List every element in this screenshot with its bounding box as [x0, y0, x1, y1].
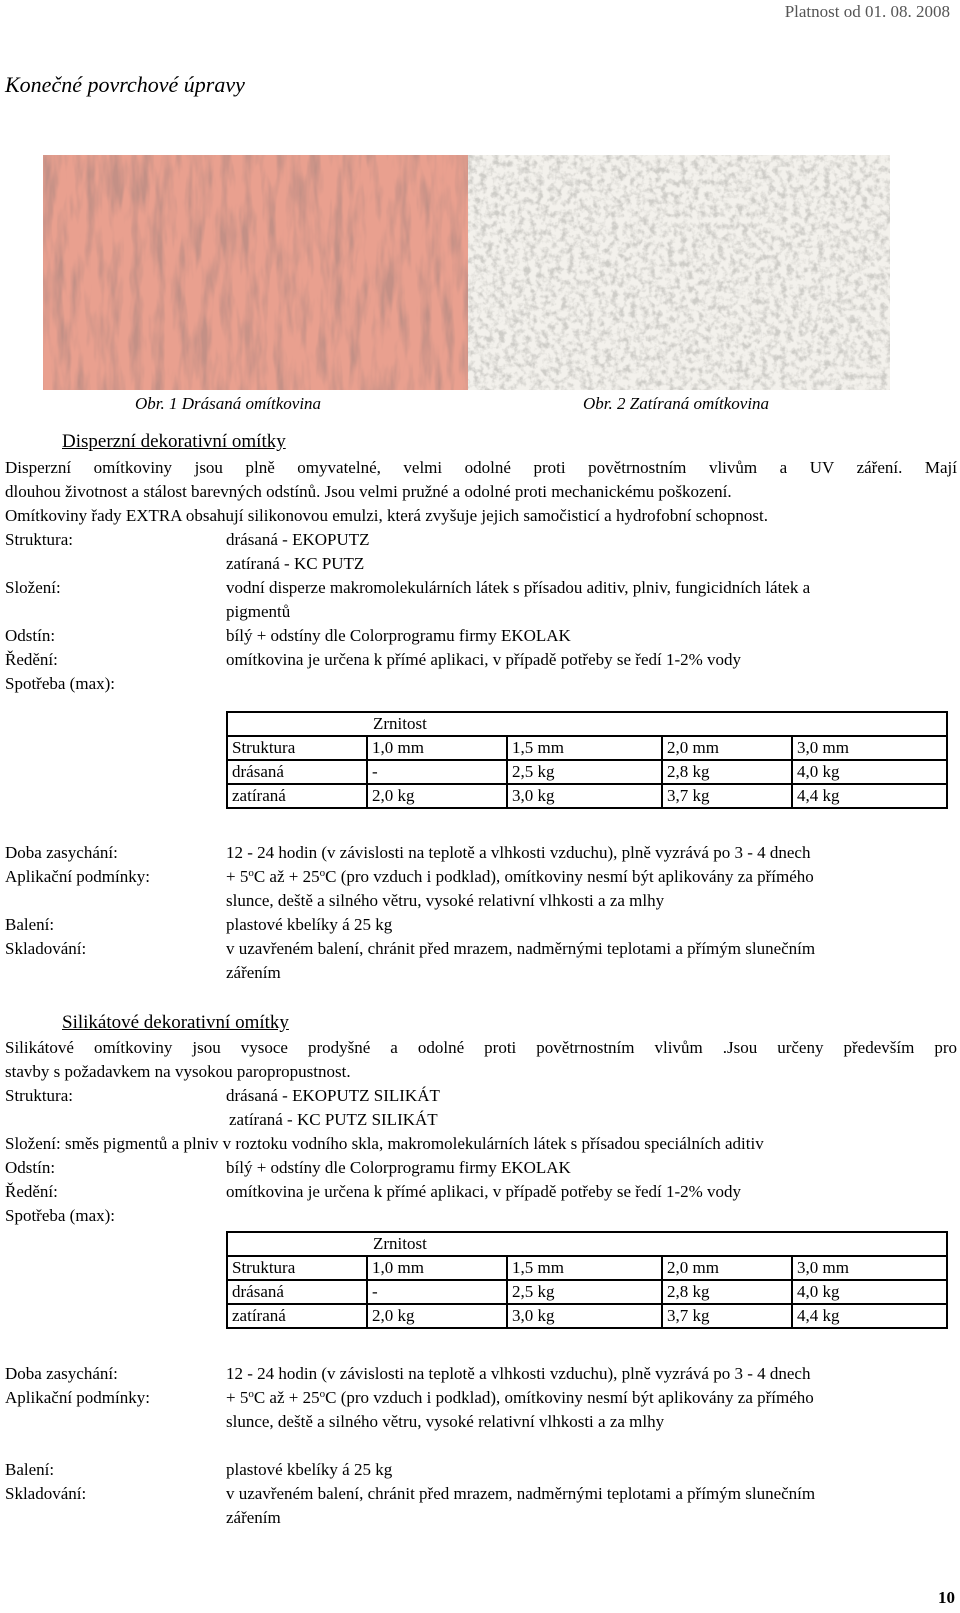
table-cell: 1,0 mm	[367, 1256, 507, 1280]
dispersion-struktura-1: drásaná - EKOPUTZ	[226, 530, 370, 549]
page-title: Konečné povrchové úpravy	[5, 72, 245, 97]
silicate-skladovani-label: Skladování:	[5, 1484, 87, 1503]
table-cell: 3,7 kg	[662, 784, 792, 808]
figure-2-caption: Obr. 2 Zatíraná omítkovina	[583, 394, 770, 413]
silicate-consumption-table	[226, 1231, 948, 1329]
dispersion-skladovani-1: v uzavřeném balení, chránit před mrazem, nadměrnými teplotami a přímým slunečním	[226, 939, 816, 958]
dispersion-redeni: omítkovina je určena k přímé aplikaci, v případě potřeby se ředí 1-2% vody	[226, 650, 742, 669]
aplikacni-part: C (pro vzduch i podklad), omítkoviny nesmí být aplikovány za přímého	[325, 867, 814, 886]
table-cell: 3,0 mm	[792, 1256, 947, 1280]
dispersion-slozeni-1: vodní disperze makromolekulárních látek s přísadou aditiv, plniv, fungicidních látek a	[226, 578, 811, 597]
zatirana-texture-fill	[468, 155, 890, 390]
table-cell: drásaná	[227, 760, 367, 784]
dispersion-intro-line-1: Disperzní omítkoviny jsou plně omyvatelné, velmi odolné proti povětrnostním vlivům a UV záření. Mají	[5, 458, 957, 477]
silicate-struktura-1: drásaná - EKOPUTZ SILIKÁT	[226, 1086, 440, 1105]
validity-date: Platnost od 01. 08. 2008	[784, 2, 950, 21]
dispersion-intro-line-3: Omítkoviny řady EXTRA obsahují silikonovou emulzi, která zvyšuje jejich samočisticí a hydrofobní schopnost.	[5, 506, 768, 525]
silicate-doba: 12 - 24 hodin (v závislosti na teplotě a vlhkosti vzduchu), plně vyzrává po 3 - 4 dnech	[226, 1364, 811, 1383]
dispersion-baleni: plastové kbelíky á 25 kg	[226, 915, 393, 934]
dispersion-aplikacni-1	[226, 865, 814, 889]
table-cell: 1,0 mm	[367, 736, 507, 760]
dispersion-slozeni-label: Složení:	[5, 578, 61, 597]
zrnitost-header: Zrnitost	[227, 712, 947, 736]
table-row	[227, 1280, 947, 1304]
table-cell: 2,8 kg	[662, 760, 792, 784]
degree-mark: o	[319, 1388, 326, 1400]
silicate-odstin-label: Odstín:	[5, 1158, 56, 1177]
silicate-aplikacni-label: Aplikační podmínky:	[5, 1388, 150, 1407]
silicate-heading: Silikátové dekorativní omítky	[62, 1012, 289, 1033]
table-cell: 4,4 kg	[792, 784, 947, 808]
dispersion-doba: 12 - 24 hodin (v závislosti na teplotě a vlhkosti vzduchu), plně vyzrává po 3 - 4 dnech	[226, 843, 811, 862]
dispersion-intro	[5, 456, 957, 528]
degree-mark: o	[319, 867, 326, 879]
silicate-aplikacni-2: slunce, deště a silného větru, vysoké relativní vlhkosti a za mlhy	[226, 1412, 665, 1431]
dispersion-intro-line-2: dlouhou životnost a stálost barevných odstínů. Jsou velmi pružné a odolné proti mechanickému poškození.	[5, 482, 732, 501]
silicate-slozeni: Složení: směs pigmentů a plniv v roztoku vodního skla, makromolekulárních látek s přísadou speciálních aditiv	[5, 1134, 764, 1153]
dispersion-consumption-table	[226, 711, 948, 809]
silicate-aplikacni-1	[226, 1386, 814, 1410]
table-row	[227, 736, 947, 760]
table-cell: drásaná	[227, 1280, 367, 1304]
table-cell: 3,7 kg	[662, 1304, 792, 1328]
aplikacni-part: + 5	[226, 867, 249, 886]
dispersion-aplikacni-label: Aplikační podmínky:	[5, 867, 150, 886]
silicate-spotreba-label: Spotřeba (max):	[5, 1206, 115, 1225]
table-cell: 3,0 kg	[507, 784, 662, 808]
silicate-redeni: omítkovina je určena k přímé aplikaci, v případě potřeby se ředí 1-2% vody	[226, 1182, 742, 1201]
dispersion-odstin-label: Odstín:	[5, 626, 56, 645]
silicate-doba-label: Doba zasychání:	[5, 1364, 118, 1383]
silicate-intro	[5, 1036, 957, 1084]
table-cell: -	[367, 760, 507, 784]
silicate-skladovani-2: zářením	[226, 1508, 281, 1527]
aplikacni-part: C až + 25	[253, 1388, 320, 1407]
table-cell: 4,0 kg	[792, 1280, 947, 1304]
silicate-intro-line-1: Silikátové omítkoviny jsou vysoce prodyšné a odolné proti povětrnostním vlivům .Jsou určeny především pro	[5, 1038, 957, 1057]
table-row	[227, 760, 947, 784]
dispersion-doba-label: Doba zasychání:	[5, 843, 118, 862]
table-cell: 2,0 kg	[367, 1304, 507, 1328]
table-cell: Struktura	[227, 1256, 367, 1280]
dispersion-struktura-label: Struktura:	[5, 530, 73, 549]
table-row	[227, 1232, 947, 1256]
table-cell: 4,0 kg	[792, 760, 947, 784]
aplikacni-part: C až + 25	[253, 867, 320, 886]
dispersion-redeni-label: Ředění:	[5, 650, 58, 669]
table-cell: 2,8 kg	[662, 1280, 792, 1304]
table-cell: 1,5 mm	[507, 736, 662, 760]
dispersion-skladovani-label: Skladování:	[5, 939, 87, 958]
table-row	[227, 712, 947, 736]
dispersion-slozeni-2: pigmentů	[226, 602, 291, 621]
silicate-redeni-label: Ředění:	[5, 1182, 58, 1201]
table-cell: 3,0 kg	[507, 1304, 662, 1328]
aplikacni-part: C (pro vzduch i podklad), omítkoviny nesmí být aplikovány za přímého	[325, 1388, 814, 1407]
drasana-texture-fill	[43, 155, 468, 390]
page-number: 10	[938, 1588, 955, 1607]
zrnitost-header: Zrnitost	[227, 1232, 947, 1256]
table-cell: 2,0 mm	[662, 736, 792, 760]
table-cell: 2,0 mm	[662, 1256, 792, 1280]
table-row	[227, 1256, 947, 1280]
silicate-skladovani-1: v uzavřeném balení, chránit před mrazem, nadměrnými teplotami a přímým slunečním	[226, 1484, 816, 1503]
table-row	[227, 1304, 947, 1328]
table-cell: 1,5 mm	[507, 1256, 662, 1280]
dispersion-skladovani-2: zářením	[226, 963, 281, 982]
silicate-struktura-label: Struktura:	[5, 1086, 73, 1105]
table-cell: -	[367, 1280, 507, 1304]
degree-mark: o	[248, 867, 254, 879]
table-cell: 2,5 kg	[507, 1280, 662, 1304]
figure-1-caption: Obr. 1 Drásaná omítkovina	[135, 394, 322, 413]
dispersion-heading: Disperzní dekorativní omítky	[62, 431, 286, 452]
drasana-texture-image	[43, 155, 468, 390]
table-cell: zatíraná	[227, 784, 367, 808]
dispersion-baleni-label: Balení:	[5, 915, 55, 934]
dispersion-spotreba-label: Spotřeba (max):	[5, 674, 115, 693]
zatirana-texture-image	[468, 155, 890, 390]
degree-mark: o	[248, 1388, 254, 1400]
table-cell: 4,4 kg	[792, 1304, 947, 1328]
dispersion-struktura-2: zatíraná - KC PUTZ	[226, 554, 365, 573]
dispersion-odstin: bílý + odstíny dle Colorprogramu firmy EKOLAK	[226, 626, 571, 645]
dispersion-aplikacni-2: slunce, deště a silného větru, vysoké relativní vlhkosti a za mlhy	[226, 891, 665, 910]
table-cell: 2,5 kg	[507, 760, 662, 784]
table-row	[227, 784, 947, 808]
silicate-struktura-2: zatíraná - KC PUTZ SILIKÁT	[229, 1110, 438, 1129]
aplikacni-part: + 5	[226, 1388, 249, 1407]
silicate-baleni: plastové kbelíky á 25 kg	[226, 1460, 393, 1479]
table-cell: 3,0 mm	[792, 736, 947, 760]
table-cell: 2,0 kg	[367, 784, 507, 808]
table-cell: zatíraná	[227, 1304, 367, 1328]
silicate-baleni-label: Balení:	[5, 1460, 55, 1479]
silicate-odstin: bílý + odstíny dle Colorprogramu firmy EKOLAK	[226, 1158, 571, 1177]
table-cell: Struktura	[227, 736, 367, 760]
silicate-intro-line-2: stavby s požadavkem na vysokou paropropustnost.	[5, 1062, 351, 1081]
